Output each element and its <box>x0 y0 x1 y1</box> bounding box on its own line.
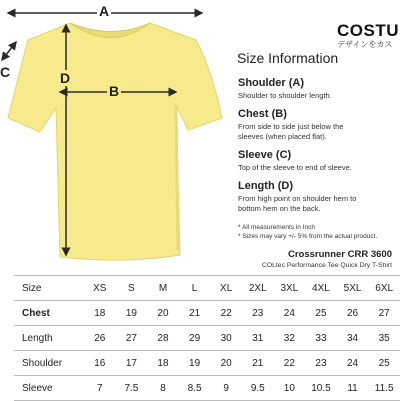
table-row <box>14 376 400 401</box>
row-label-shoulder: Shoulder <box>14 351 84 376</box>
table-cell: 3XL <box>274 276 306 301</box>
row-label-size: Size <box>14 276 84 301</box>
chest-info <box>238 108 398 141</box>
size-notes <box>238 223 400 241</box>
length-text: From high point on shoulder hem to bottom hem on the back. <box>238 194 357 213</box>
table-cell: 22 <box>274 351 306 376</box>
size-info-title: Size Information <box>237 50 339 66</box>
table-cell: 20 <box>210 351 242 376</box>
product-description: COLtec Performance Tee Quick Dry T-Shirt <box>261 262 392 269</box>
row-label-chest: Chest <box>14 301 84 326</box>
tshirt-illustration <box>0 0 230 270</box>
table-cell: 24 <box>337 351 369 376</box>
table-cell: 19 <box>116 301 148 326</box>
table-cell: 28 <box>147 326 179 351</box>
table-cell: 26 <box>337 301 369 326</box>
table-cell: 10 <box>274 376 306 401</box>
table-cell: S <box>116 276 148 301</box>
table-cell: 26 <box>84 326 116 351</box>
chest-heading: Chest (B) <box>238 108 287 120</box>
table-cell: 21 <box>242 351 274 376</box>
table-row <box>14 276 400 301</box>
table-cell: XL <box>210 276 242 301</box>
chest-text: From side to side just below the sleeves (when placed flat). <box>238 122 344 141</box>
table-cell: 21 <box>179 301 211 326</box>
table-cell: 27 <box>368 301 400 326</box>
table-cell: 7.5 <box>116 376 148 401</box>
row-label-length: Length <box>14 326 84 351</box>
brand-name: COSTU <box>337 22 399 40</box>
table-cell: 24 <box>274 301 306 326</box>
table-cell: 7 <box>84 376 116 401</box>
table-cell: 18 <box>147 351 179 376</box>
table-cell: 5XL <box>337 276 369 301</box>
table-cell: 23 <box>242 301 274 326</box>
table-cell: 22 <box>210 301 242 326</box>
brand-tagline: デザインをカス <box>337 40 393 49</box>
sleeve-text: Top of the sleeve to end of sleeve. <box>238 163 352 172</box>
table-cell: 20 <box>147 301 179 326</box>
table-cell: 27 <box>116 326 148 351</box>
table-cell: 29 <box>179 326 211 351</box>
marker-d: D <box>60 70 71 86</box>
table-cell: 31 <box>242 326 274 351</box>
note-variance: * Sizes may vary +/- 5% from the actual product. <box>238 233 378 240</box>
tshirt-body <box>8 23 222 260</box>
shoulder-text: Shoulder to shoulder length. <box>238 91 332 100</box>
table-row <box>14 326 400 351</box>
table-cell: 30 <box>210 326 242 351</box>
size-chart-table <box>14 275 400 401</box>
table-cell: 32 <box>274 326 306 351</box>
table-cell: 25 <box>305 301 337 326</box>
sleeve-measure-line <box>2 42 16 60</box>
table-cell: 8.5 <box>179 376 211 401</box>
table-cell: 8 <box>147 376 179 401</box>
table-cell: 10.5 <box>305 376 337 401</box>
shirt-diagram <box>0 0 230 270</box>
length-info <box>238 180 398 213</box>
table-cell: M <box>147 276 179 301</box>
table-cell: 23 <box>305 351 337 376</box>
table-row <box>14 351 400 376</box>
row-label-sleeve: Sleeve <box>14 376 84 401</box>
brand-logo <box>337 22 400 49</box>
shoulder-heading: Shoulder (A) <box>238 77 304 89</box>
tshirt-fold-shadow <box>176 105 178 250</box>
table-cell: 33 <box>305 326 337 351</box>
product-name: Crossrunner CRR 3600 <box>287 249 392 260</box>
table-cell: 35 <box>368 326 400 351</box>
table-row <box>14 301 400 326</box>
table-cell: XS <box>84 276 116 301</box>
marker-a: A <box>99 3 110 19</box>
table-cell: 4XL <box>305 276 337 301</box>
table-cell: L <box>179 276 211 301</box>
length-heading: Length (D) <box>238 180 293 192</box>
note-inch: * All measurements in Inch <box>238 224 315 231</box>
table-cell: 9.5 <box>242 376 274 401</box>
table-cell: 17 <box>116 351 148 376</box>
table-cell: 34 <box>337 326 369 351</box>
sleeve-info <box>238 149 398 173</box>
table-cell: 11.5 <box>368 376 400 401</box>
marker-b: B <box>109 83 120 99</box>
table-cell: 11 <box>337 376 369 401</box>
table-cell: 2XL <box>242 276 274 301</box>
table-cell: 9 <box>210 376 242 401</box>
table-cell: 19 <box>179 351 211 376</box>
shoulder-info <box>238 77 398 101</box>
marker-c: C <box>0 64 11 80</box>
table-cell: 18 <box>84 301 116 326</box>
sleeve-heading: Sleeve (C) <box>238 149 292 161</box>
table-cell: 6XL <box>368 276 400 301</box>
table-cell: 16 <box>84 351 116 376</box>
table-cell: 25 <box>368 351 400 376</box>
